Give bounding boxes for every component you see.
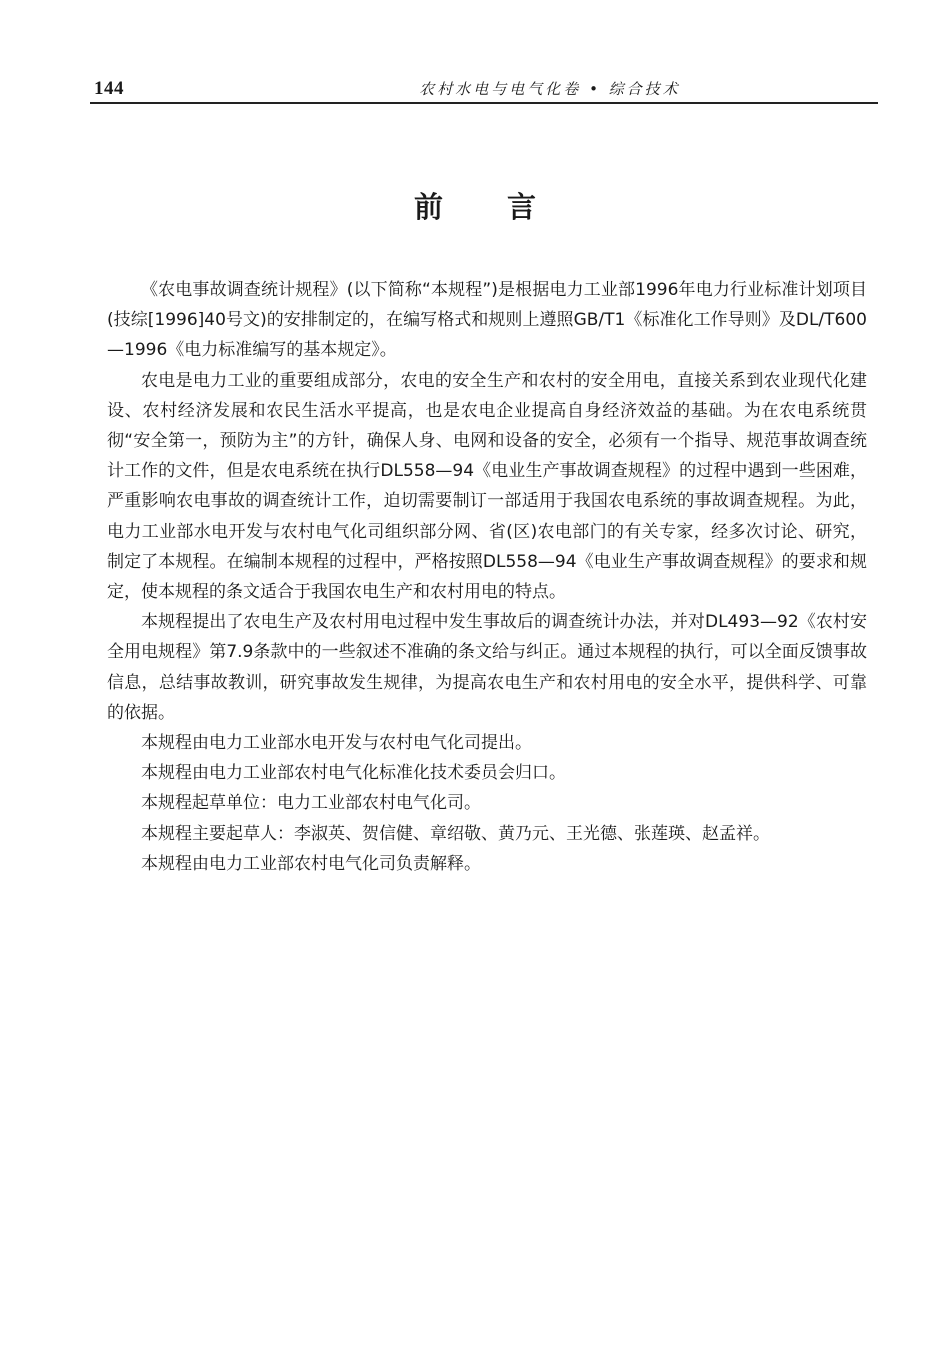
body-text xyxy=(107,275,867,879)
running-title: 农村水电与电气化卷 • 综合技术 xyxy=(419,80,681,98)
paragraph: 本规程由电力工业部农村电气化标准化技术委员会归口。 xyxy=(141,763,566,784)
page-header xyxy=(90,72,878,104)
paragraph: 《农电事故调查统计规程》(以下简称“本规程”)是根据电力工业部1996年电力行业标准计划项目(技综[1996]40号文)的安排制定的，在编写格式和规则上遵照GB/T1《标准化工作导则》及DL/T600—1996《电力标准编写的基本规定》。 xyxy=(107,280,867,361)
section-title: 前言 xyxy=(413,190,600,224)
paragraph: 本规程提出了农电生产及农村用电过程中发生事故后的调查统计办法，并对DL493—92《农村安全用电规程》第7.9条款中的一些叙述不准确的条文给与纠正。通过本规程的执行，可以全面反馈事故信息，总结事故教训，研究事故发生规律，为提高农电生产和农村用电的安全水平，提供科学、可靠的依据。 xyxy=(107,612,867,723)
paragraph: 本规程由电力工业部农村电气化司负责解释。 xyxy=(141,853,481,874)
paragraph: 本规程主要起草人：李淑英、贺信健、章绍敬、黄乃元、王光德、张莲瑛、赵孟祥。 xyxy=(141,823,770,844)
paragraph: 本规程起草单位：电力工业部农村电气化司。 xyxy=(141,793,481,814)
paragraph: 农电是电力工业的重要组成部分，农电的安全生产和农村的安全用电，直接关系到农业现代化建设、农村经济发展和农民生活水平提高，也是农电企业提高自身经济效益的基础。为在农电系统贯彻“安全第一，预防为主”的方针，确保人身、电网和设备的安全，必须有一个指导、规范事故调查统计工作的文件，但是农电系统在执行DL558—94《电业生产事故调查规程》的过程中遇到一些困难，严重影响农电事故的调查统计工作，迫切需要制订一部适用于我国农电系统的事故调查规程。为此，电力工业部水电开发与农村电气化司组织部分网、省(区)农电部门的有关专家，经多次讨论、研究，制定了本规程。在编制本规程的过程中，严格按照DL558—94《电业生产事故调查规程》的要求和规定，使本规程的条文适合于我国农电生产和农村用电的特点。 xyxy=(107,370,867,603)
paragraph: 本规程由电力工业部水电开发与农村电气化司提出。 xyxy=(141,733,532,754)
page-number: 144 xyxy=(94,78,124,99)
